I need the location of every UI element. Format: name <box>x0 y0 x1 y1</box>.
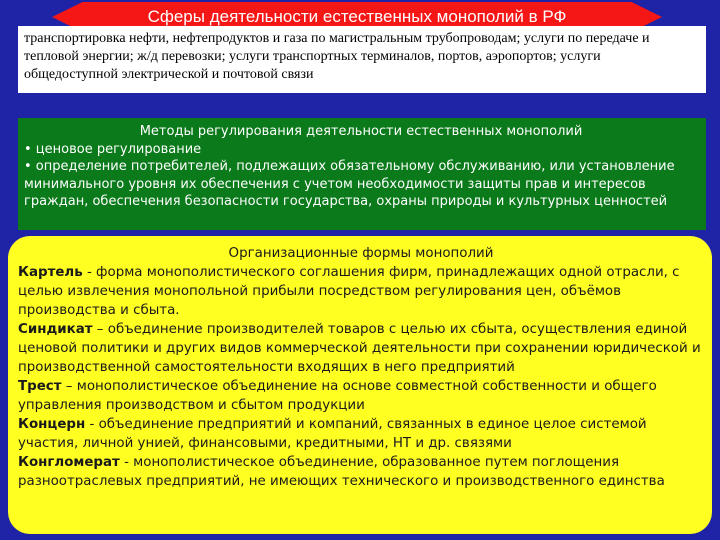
forms-panel <box>8 236 712 534</box>
methods-item-price: • ценовое регулирование <box>24 141 202 157</box>
forms-description: объединение предприятий и компаний, связанных в единое целое системой участия, личной унией, финансовыми, кредитными, НТ и др. связями <box>18 417 647 451</box>
forms-term: Трест <box>18 379 62 394</box>
forms-term: Синдикат <box>18 322 93 337</box>
forms-separator: - <box>82 265 97 280</box>
methods-item-consumers: • определение потребителей, подлежащих обязательному обслуживанию, или установление минимального уровня их обеспечения с учетом необходимости защиты прав и интересов граждан, обеспечения безопасности государства, охраны природы и культурных ценностей <box>24 159 675 209</box>
forms-title: Организационные формы монополий <box>228 246 494 261</box>
banner-title: Сферы деятельности естественных монополий в РФ <box>147 7 567 26</box>
forms-term: Концерн <box>18 417 86 432</box>
forms-separator: - <box>119 455 134 470</box>
forms-term: Конгломерат <box>18 455 120 470</box>
forms-item-concern <box>18 415 704 453</box>
forms-item-trust <box>18 377 704 415</box>
methods-panel <box>18 118 706 230</box>
forms-separator: – <box>92 322 108 337</box>
forms-item-syndicate <box>18 320 704 377</box>
forms-item-cartel <box>18 263 704 320</box>
forms-description: монополистическое объединение на основе совместной собственности и общего управления производством и сбытом продукции <box>18 379 657 413</box>
spheres-panel <box>18 26 706 93</box>
forms-description: форма монополистического соглашения фирм, принадлежащих одной отрасли, с целью извлечения монопольной прибыли посредством регулирования цен, объёмов производства и сбыта. <box>18 265 680 318</box>
forms-description: объединение производителей товаров с целью их сбыта, осуществления единой ценовой политики и других видов коммерческой деятельности при сохранении юридической и производственной самостоятельности входящих в него предприятий <box>18 322 701 375</box>
forms-separator: - <box>85 417 99 432</box>
methods-title: Методы регулирования деятельности естественных монополий <box>139 124 583 139</box>
forms-term: Картель <box>18 265 83 280</box>
spheres-text: транспортировка нефти, нефтепродуктов и газа по магистральным трубопроводам; услуги по передаче и тепловой энергии; ж/д перевозки; услуги транспортных терминалов, портов, аэропортов; услуги общедоступной электрической и почтовой связи <box>24 31 650 82</box>
forms-separator: – <box>61 379 77 394</box>
forms-item-conglomerate <box>18 453 704 491</box>
forms-description: монополистическое объединение, образованное путем поглощения разноотраслевых предприятий, не имеющих технического и производственного единства <box>18 455 665 489</box>
